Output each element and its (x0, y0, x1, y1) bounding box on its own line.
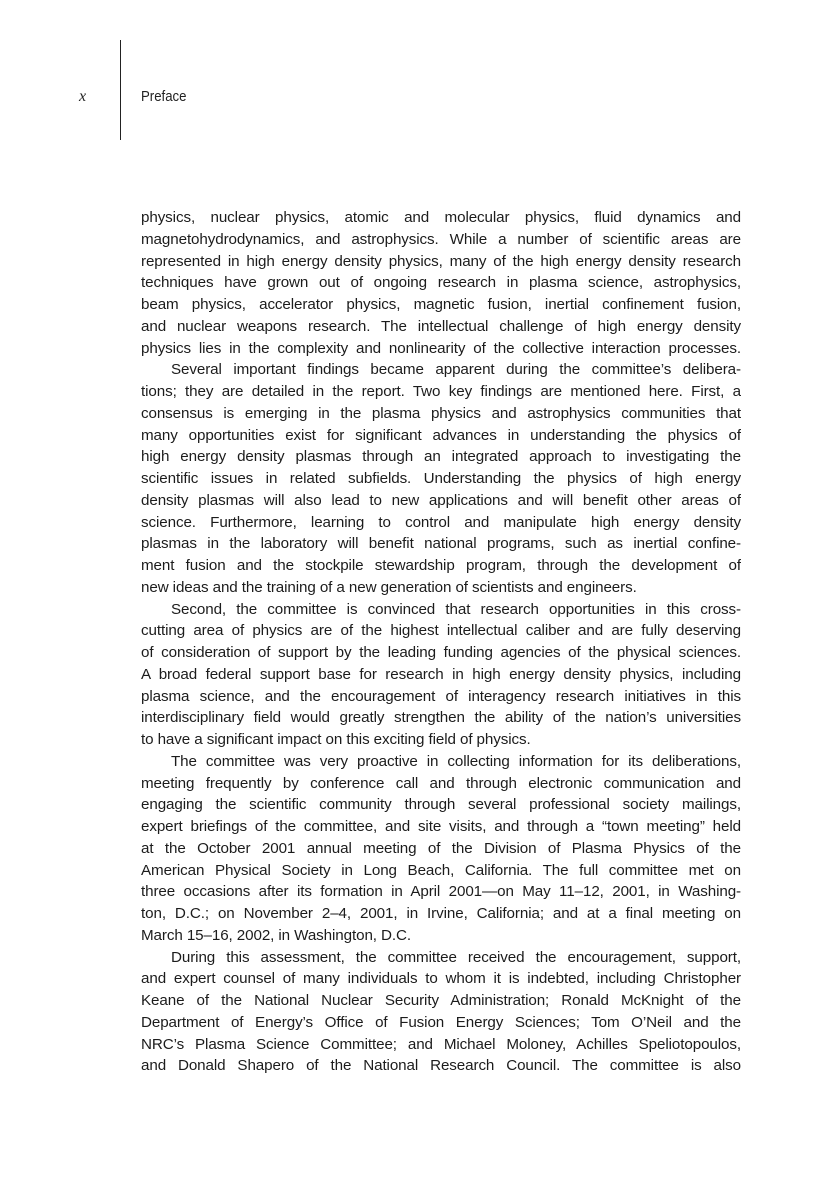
text-line: consensus is emerging in the plasma physics and astrophysics communities that (141, 404, 741, 422)
text-line: meeting frequently by conference call and through electronic communication and (141, 774, 741, 792)
text-line: The committee was very proactive in collecting information for its deliberations, (171, 752, 741, 770)
text-line: interdisciplinary field would greatly strengthen the ability of the nation’s universities (141, 709, 741, 727)
text-line: cutting area of physics are of the highest intellectual caliber and are fully deserving (141, 622, 741, 640)
text-line: beam physics, accelerator physics, magnetic fusion, inertial confinement fusion, (141, 296, 741, 313)
text-line: new ideas and the training of a new generation of scientists and engineers. (141, 578, 637, 596)
text-line: science. Furthermore, learning to control and manipulate high energy density (141, 513, 741, 531)
text-line: ment fusion and the stockpile stewardship program, through the development of (141, 557, 741, 574)
text-line: engaging the scientific community through several professional society mailings, (141, 796, 741, 814)
text-line: American Physical Society in Long Beach, California. The full committee met on (141, 861, 741, 879)
paragraph (141, 359, 741, 598)
page-number: x (79, 88, 87, 105)
text-line: expert briefings of the committee, and site visits, and through a “town meeting” held (141, 818, 741, 835)
text-line: physics, nuclear physics, atomic and molecular physics, fluid dynamics and (141, 209, 741, 226)
text-line: scientific issues in related subfields. Understanding the physics of high energy (141, 470, 741, 487)
text-line: Second, the committee is convinced that research opportunities in this cross- (171, 600, 741, 618)
text-line: March 15–16, 2002, in Washington, D.C. (141, 926, 412, 944)
text-line: plasma science, and the encouragement of interagency research initiatives in this (141, 687, 741, 705)
body-text (141, 207, 741, 1077)
text-line: represented in high energy density physics, many of the high energy density research (141, 252, 741, 270)
text-line: A broad federal support base for research in high energy density physics, including (141, 665, 741, 683)
text-line: Department of Energy’s Office of Fusion Energy Sciences; Tom O’Neil and the (141, 1013, 741, 1031)
text-line: at the October 2001 annual meeting of the Division of Plasma Physics of the (141, 839, 741, 857)
paragraph (141, 751, 741, 947)
text-line: physics lies in the complexity and nonlinearity of the collective interaction processes. (141, 339, 741, 357)
paragraph (141, 207, 741, 359)
text-line: of consideration of support by the leading funding agencies of the physical sciences. (141, 644, 741, 661)
text-line: density plasmas will also lead to new applications and will benefit other areas of (141, 491, 741, 509)
text-line: many opportunities exist for significant advances in understanding the physics of (141, 426, 741, 444)
header-divider (120, 40, 121, 140)
text-line: to have a significant impact on this exciting field of physics. (141, 731, 531, 748)
text-line: and nuclear weapons research. The intellectual challenge of high energy density (141, 317, 741, 335)
text-line: high energy density plasmas through an integrated approach to investigating the (141, 448, 741, 466)
text-line: NRC’s Plasma Science Committee; and Michael Moloney, Achilles Speliotopoulos, (141, 1035, 741, 1053)
text-line: Keane of the National Nuclear Security Administration; Ronald McKnight of the (141, 992, 741, 1009)
text-line: ton, D.C.; on November 2–4, 2001, in Irvine, California; and at a final meeting on (141, 905, 741, 922)
running-head: Preface (141, 88, 187, 105)
paragraph (141, 599, 741, 751)
text-line: three occasions after its formation in April 2001—on May 11–12, 2001, in Washing- (141, 883, 741, 901)
text-line: magnetohydrodynamics, and astrophysics. While a number of scientific areas are (141, 230, 741, 248)
text-line: and Donald Shapero of the National Research Council. The committee is also (141, 1057, 741, 1075)
text-line: During this assessment, the committee received the encouragement, support, (171, 948, 741, 966)
text-line: Several important findings became apparent during the committee’s delibera- (171, 361, 741, 379)
text-line: techniques have grown out of ongoing research in plasma science, astrophysics, (141, 274, 741, 292)
paragraph (141, 947, 741, 1078)
text-line: tions; they are detailed in the report. Two key findings are mentioned here. First, a (141, 383, 741, 400)
text-line: plasmas in the laboratory will benefit national programs, such as inertial confine- (141, 535, 741, 553)
text-line: and expert counsel of many individuals to whom it is indebted, including Christopher (141, 970, 741, 988)
